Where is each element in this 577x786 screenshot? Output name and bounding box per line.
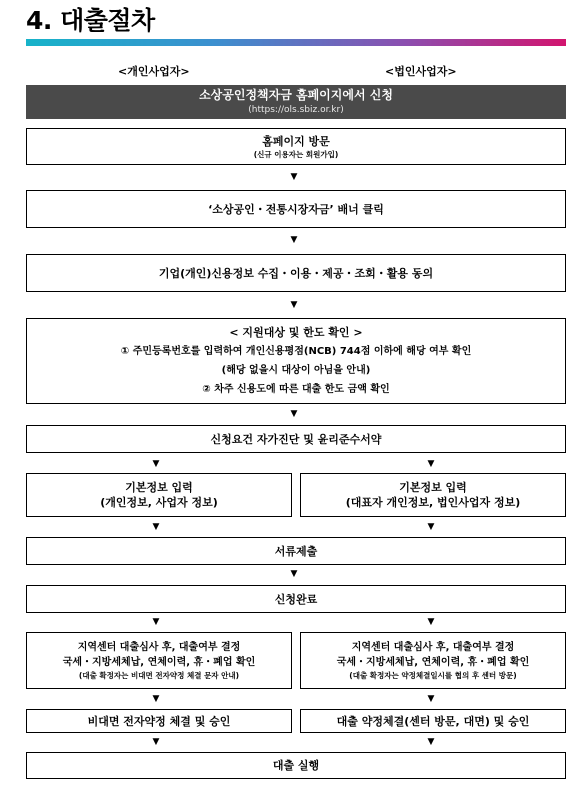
arrow-down-icon: ▼: [152, 737, 160, 747]
page-title: 4. 대출절차: [26, 6, 155, 35]
step-execution-label: 대출 실행: [272, 759, 320, 772]
step-eligibility-check: [26, 318, 566, 404]
step-execution: [26, 752, 566, 779]
check-title: < 지원대상 및 한도 확인 >: [229, 326, 363, 339]
step-banner-click: [26, 190, 566, 228]
arrow-down-icon: ▼: [427, 617, 435, 627]
arrow-down-icon: ▼: [427, 522, 435, 532]
arrow-down-icon: ▼: [290, 235, 298, 245]
step-visit-sub: (신규 이용자는 회원가입): [253, 149, 339, 159]
application-banner: [26, 85, 566, 119]
step-complete: [26, 585, 566, 613]
step-banner-click-label: ‘소상공인・전통시장자금’ 배너 클릭: [208, 202, 384, 216]
basic-right-sub: (대표자 개인정보, 법인사업자 정보): [345, 496, 521, 509]
step-complete-label: 신청완료: [274, 592, 318, 606]
step-self-check: [26, 425, 566, 453]
arrow-down-icon: ▼: [427, 459, 435, 469]
step-consent-label: 기업(개인)신용정보 수집・이용・제공・조회・활용 동의: [158, 266, 434, 280]
arrow-down-icon: ▼: [427, 694, 435, 704]
step-contract-individual: [26, 709, 292, 733]
arrow-down-icon: ▼: [152, 522, 160, 532]
step-basic-info-individual: [26, 473, 292, 517]
check-line-2: (해당 없을시 대상이 아님을 안내): [221, 365, 371, 376]
step-documents-label: 서류제출: [274, 544, 318, 558]
step-basic-info-corporate: [300, 473, 566, 517]
basic-right-main: 기본정보 입력: [399, 481, 467, 494]
title-gradient-bar: [26, 39, 566, 46]
step-documents: [26, 537, 566, 565]
step-review-corporate: [300, 632, 566, 689]
arrow-down-icon: ▼: [152, 617, 160, 627]
arrow-down-icon: ▼: [290, 300, 298, 310]
step-self-check-label: 신청요건 자가진단 및 윤리준수서약: [210, 432, 382, 446]
review-left-note: (대출 확정자는 비대면 전자약정 체결 문자 안내): [78, 671, 240, 680]
step-review-individual: [26, 632, 292, 689]
step-visit: [26, 128, 566, 165]
header-corporate: <법인사업자>: [385, 65, 457, 78]
step-consent: [26, 254, 566, 292]
review-left-line-1: 지역센터 대출심사 후, 대출여부 결정: [77, 642, 241, 653]
arrow-down-icon: ▼: [290, 569, 298, 579]
arrow-down-icon: ▼: [290, 409, 298, 419]
arrow-down-icon: ▼: [427, 737, 435, 747]
arrow-down-icon: ▼: [152, 694, 160, 704]
review-right-line-1: 지역센터 대출심사 후, 대출여부 결정: [351, 642, 515, 653]
contract-left-label: 비대면 전자약정 체결 및 승인: [87, 714, 231, 728]
header-individual: <개인사업자>: [118, 65, 190, 78]
step-visit-main: 홈페이지 방문: [262, 134, 330, 148]
basic-left-main: 기본정보 입력: [125, 481, 193, 494]
banner-url: (https://ols.sbiz.or.kr): [248, 105, 344, 115]
step-contract-corporate: [300, 709, 566, 733]
review-right-line-2: 국세・지방세체납, 연체이력, 휴・폐업 확인: [336, 657, 530, 668]
arrow-down-icon: ▼: [290, 172, 298, 182]
contract-right-label: 대출 약정체결(센터 방문, 대면) 및 승인: [336, 714, 530, 728]
review-right-note: (대출 확정자는 약정체결일시를 협의 후 센터 방문): [349, 671, 517, 680]
review-left-line-2: 국세・지방세체납, 연체이력, 휴・폐업 확인: [62, 657, 256, 668]
check-line-1: ① 주민등록번호를 입력하여 개인신용평점(NCB) 744점 이하에 해당 여부 확인: [120, 346, 472, 357]
banner-title: 소상공인정책자금 홈페이지에서 신청: [199, 88, 393, 102]
arrow-down-icon: ▼: [152, 459, 160, 469]
basic-left-sub: (개인정보, 사업자 정보): [100, 496, 218, 509]
check-line-3: ② 차주 신용도에 따른 대출 한도 금액 확인: [202, 384, 390, 395]
